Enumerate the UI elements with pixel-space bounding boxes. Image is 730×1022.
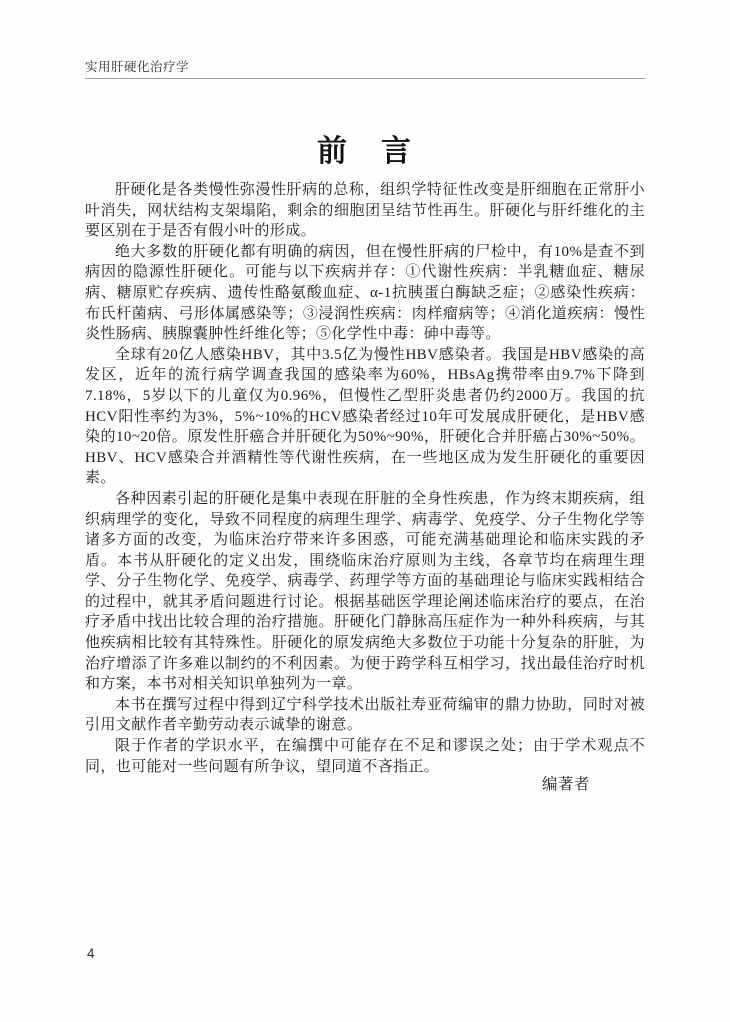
page-title: 前 言 [317,135,413,168]
running-header-title: 实用肝硬化治疗学 [85,60,190,74]
paragraph-2: 绝大多数的肝硬化都有明确的病因，但在慢性肝病的尸检中，有10%是查不到病因的隐源性肝硬化。可能与以下疾病并存：①代谢性疾病：半乳糖血症、糖尿病、糖原贮存疾病、遗传性酪氨酸血症、α-1抗胰蛋白酶缺乏症；②感染性疾病：布氏杆菌病、弓形体属感染等；③浸润性疾病：肉样瘤病等；④消化道疾病：慢性炎性肠病、胰腺囊肿性纤维化等；⑤化学性中毒：砷中毒等。 [85,243,645,343]
paragraph-3: 全球有20亿人感染HBV，其中3.5亿为慢性HBV感染者。我国是HBV感染的高发区，近年的流行病学调查我国的感染率为60%，HBsAg携带率由9.7%下降到7.18%，5岁以下的儿童仅为0.96%，但慢性乙型肝炎患者仍约2000万。我国的抗HCV阳性率约为3%，5%~10%的HCV感染者经过10年可发展成肝硬化，是HBV感染的10~20倍。原发性肝癌合并肝硬化为50%~90%，肝硬化合并肝癌占30%~50%。HBV、HCV感染合并酒精性等代谢性疾病，在一些地区成为发生肝硬化的重要因素。 [85,346,645,487]
header-rule [85,78,645,79]
preface-body [85,180,645,777]
paragraph-1: 肝硬化是各类慢性弥漫性肝病的总称，组织学特征性改变是肝细胞在正常肝小叶消失，网状结构支架塌陷，剩余的细胞团呈结节性再生。肝硬化与肝纤维化的主要区别在于是否有假小叶的形成。 [85,182,645,240]
paragraph-6: 限于作者的学识水平，在编撰中可能存在不足和谬误之处；由于学术观点不同，也可能对一些问题有所争议，望同道不吝指正。 [85,738,645,775]
paragraph-5: 本书在撰写过程中得到辽宁科学技术出版社寿亚荷编审的鼎力协助，同时对被引用文献作者辛勤劳动表示诚挚的谢意。 [85,696,645,734]
page-number: 4 [87,946,95,961]
paragraph-4: 各种因素引起的肝硬化是集中表现在肝脏的全身性疾患，作为终末期疾病，组织病理学的变化，导致不同程度的病理生理学、病毒学、免疫学、分子生物化学等诸多方面的改变，为临床治疗带来许多困惑，可能充满基础理论和临床实践的矛盾。本书从肝硬化的定义出发，围绕临床治疗原则为主线，各章节均在病理生理学、分子生物化学、免疫学、病毒学、药理学等方面的基础理论与临床实践相结合的过程中，就其矛盾问题进行讨论。根据基础医学理论阐述临床治疗的要点，在治疗矛盾中找出比较合理的治疗措施。肝硬化门静脉高压症作为一种外科疾病，与其他疾病相比较有其特殊性。肝硬化的原发病绝大多数位于功能十分复杂的肝脏，为治疗增添了许多难以制约的不利因素。为便于跨学科互相学习，找出最佳治疗时机和方案，本书对相关知识单独列为一章。 [85,490,645,693]
author-signature: 编著者 [541,776,590,793]
